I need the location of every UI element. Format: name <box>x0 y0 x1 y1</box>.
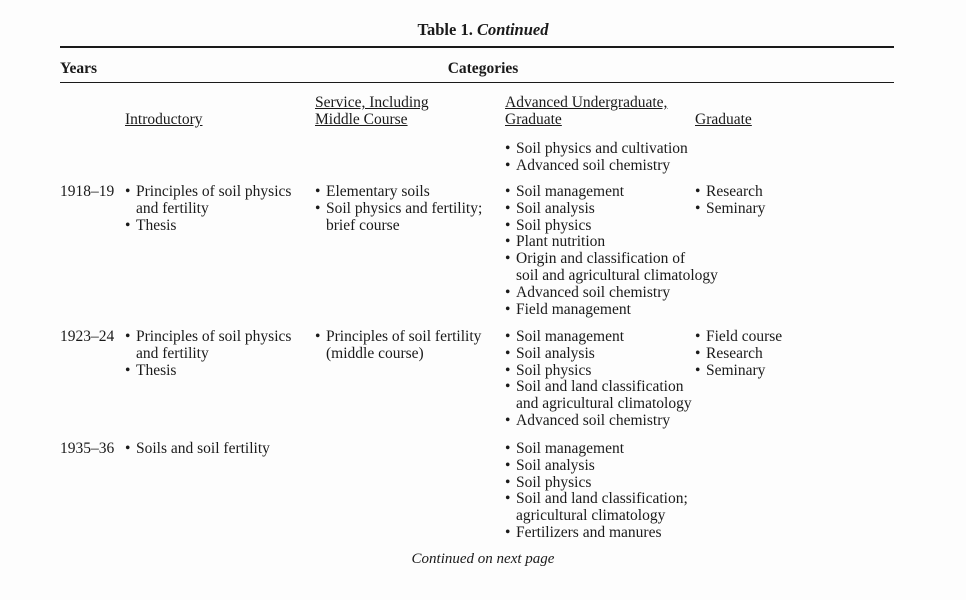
list-item: • Soil physics <box>505 475 688 492</box>
row-graduate-cell <box>695 184 765 218</box>
list-item: • Advanced soil chemistry <box>505 285 718 302</box>
subheader-advanced <box>505 94 667 128</box>
row-advanced-cell <box>505 329 692 430</box>
subheader-advanced-line1: Advanced Undergraduate, <box>505 94 668 111</box>
list-item-line: • Origin and classification of <box>516 250 686 268</box>
subheader-graduate: Graduate <box>695 111 752 128</box>
list-item: • Soil management <box>505 184 718 201</box>
list-item: • Thesis <box>125 218 291 235</box>
row-year: 1923–24 <box>60 328 115 345</box>
list-item: • Seminary <box>695 363 782 380</box>
list-item <box>505 491 688 525</box>
carryover-advanced-cell <box>505 141 688 175</box>
list-item: • Advanced soil chemistry <box>505 413 692 430</box>
row-introductory-cell <box>125 441 270 458</box>
list-item: • Research <box>695 184 765 201</box>
list-item-line: • Soil and land classification; <box>516 490 688 508</box>
header-rule <box>60 82 894 83</box>
list-item <box>505 251 718 285</box>
subheader-introductory: Introductory <box>125 111 203 128</box>
list-item: • Soil analysis <box>505 346 692 363</box>
list-item-line: brief course <box>326 216 400 234</box>
list-item-line: soil and agricultural climatology <box>516 266 718 284</box>
row-service-cell <box>315 184 482 234</box>
continued-note: Continued on next page <box>411 551 555 567</box>
list-item-line: • Soil and land classification <box>516 378 684 396</box>
header-years: Years <box>60 60 98 77</box>
list-item: • Fertilizers and manures <box>505 525 688 542</box>
list-item-line: (middle course) <box>326 344 424 362</box>
row-graduate-cell <box>695 329 782 379</box>
list-item: • Soil physics and cultivation <box>505 141 688 158</box>
table-continued-label: Continued <box>476 20 549 39</box>
subheader-service-line1: Service, Including <box>315 94 429 111</box>
row-advanced-cell <box>505 441 688 542</box>
subheader-service-line2: Middle Course <box>315 111 408 128</box>
table-number: Table 1. <box>417 20 473 39</box>
list-item: • Soil management <box>505 441 688 458</box>
list-item-line: • Principles of soil physics <box>136 328 292 345</box>
list-item: • Soils and soil fertility <box>125 441 270 458</box>
list-item: • Seminary <box>695 201 765 218</box>
list-item <box>125 184 291 218</box>
list-item: • Field management <box>505 302 718 319</box>
list-item: • Advanced soil chemistry <box>505 158 688 175</box>
header-categories: Categories <box>447 60 519 77</box>
list-item: • Soil analysis <box>505 458 688 475</box>
list-item-line: agricultural climatology <box>516 507 666 525</box>
list-item-line: and agricultural climatology <box>516 395 692 413</box>
list-item-line: and fertility <box>136 199 209 217</box>
list-item-line: • Soil physics and fertility; <box>326 199 483 217</box>
list-item <box>505 379 692 413</box>
top-rule <box>60 46 894 48</box>
list-item: • Soil analysis <box>505 201 718 218</box>
row-year: 1918–19 <box>60 183 115 200</box>
list-item: • Soil management <box>505 329 692 346</box>
list-item <box>315 201 482 235</box>
list-item: • Research <box>695 346 782 363</box>
list-item-line: and fertility <box>136 344 209 362</box>
subheader-advanced-line2: Graduate <box>505 111 562 128</box>
table-title <box>0 20 966 40</box>
list-item-line: • Principles of soil physics <box>136 183 292 200</box>
list-item: • Soil physics <box>505 363 692 380</box>
list-item: • Plant nutrition <box>505 234 718 251</box>
row-introductory-cell <box>125 184 291 234</box>
row-advanced-cell <box>505 184 718 318</box>
row-year: 1935–36 <box>60 440 115 457</box>
row-introductory-cell <box>125 329 291 379</box>
list-item-line: • Principles of soil fertility <box>326 328 482 345</box>
subheader-service <box>315 94 429 128</box>
list-item <box>125 329 291 363</box>
list-item: • Field course <box>695 329 782 346</box>
list-item: • Thesis <box>125 363 291 380</box>
list-item: • Elementary soils <box>315 184 482 201</box>
row-service-cell <box>315 329 481 363</box>
list-item <box>315 329 481 363</box>
list-item: • Soil physics <box>505 218 718 235</box>
